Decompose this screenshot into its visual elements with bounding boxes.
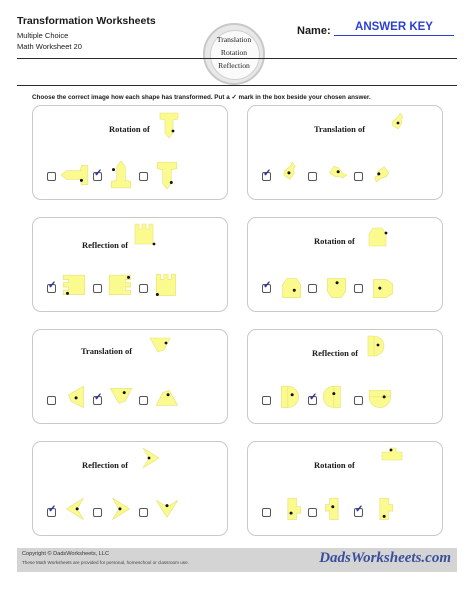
answer-option-shape-2-reference-dot bbox=[112, 168, 115, 171]
original-shape-fill bbox=[160, 113, 178, 138]
answer-checkbox-3[interactable] bbox=[354, 172, 363, 181]
copyright: Copyright © DadsWorksheets, LLC bbox=[22, 551, 110, 557]
answer-option-shape-2-reference-dot bbox=[332, 392, 335, 395]
original-shape bbox=[155, 111, 183, 139]
answer-option-shape-1-reference-dot bbox=[75, 396, 78, 399]
answer-option-shape-2 bbox=[321, 160, 351, 190]
answer-option-shape-3-fill bbox=[156, 500, 177, 517]
problem-panel bbox=[247, 217, 443, 312]
answer-key-field: ANSWER KEY bbox=[334, 21, 454, 36]
original-shape-reference-dot bbox=[390, 449, 393, 452]
problem-panel bbox=[32, 441, 228, 536]
answer-checkbox-1[interactable] bbox=[262, 396, 271, 405]
answer-option-shape-3-reference-dot bbox=[167, 393, 170, 396]
answer-option-shape-3-reference-dot bbox=[378, 287, 381, 290]
answer-option-shape-2-reference-dot bbox=[127, 276, 130, 279]
original-shape-reference-dot bbox=[397, 122, 400, 125]
answer-option-shape-1-reference-dot bbox=[80, 179, 83, 182]
original-shape-reference-dot bbox=[165, 342, 168, 345]
answer-option-shape-3 bbox=[152, 496, 182, 526]
answer-option-shape-2 bbox=[106, 384, 136, 414]
answer-option-shape-1-fill bbox=[63, 275, 84, 294]
answer-option-shape-1 bbox=[275, 160, 305, 190]
answer-option-shape-1 bbox=[60, 384, 90, 414]
answer-checkbox-2[interactable] bbox=[308, 508, 317, 517]
answer-option-shape-1-reference-dot bbox=[76, 507, 79, 510]
answer-option-shape-1 bbox=[60, 496, 90, 526]
problem-label: Translation of bbox=[81, 346, 133, 356]
answer-option-shape-3 bbox=[367, 496, 397, 526]
answer-option-shape-1-reference-dot bbox=[290, 512, 293, 515]
answer-option-shape-3-fill bbox=[156, 274, 175, 295]
original-shape-fill bbox=[150, 338, 170, 352]
answer-option-shape-2 bbox=[106, 160, 136, 190]
answer-option-shape-2-reference-dot bbox=[331, 505, 334, 508]
problem-panel bbox=[32, 217, 228, 312]
problem-label: Translation of bbox=[314, 124, 366, 134]
answer-option-shape-2-fill bbox=[111, 161, 130, 188]
original-shape-fill bbox=[392, 113, 403, 129]
answer-checkbox-2[interactable] bbox=[93, 508, 102, 517]
original-shape bbox=[378, 446, 406, 474]
footer bbox=[17, 548, 457, 572]
header-rule-bottom bbox=[17, 85, 457, 86]
answer-option-shape-3-reference-dot bbox=[170, 181, 173, 184]
answer-checkbox-1[interactable] bbox=[47, 280, 57, 293]
answer-checkbox-1[interactable] bbox=[47, 172, 56, 181]
answer-option-shape-2-fill bbox=[110, 388, 131, 403]
answer-option-shape-1-reference-dot bbox=[291, 393, 294, 396]
answer-option-shape-2-fill bbox=[325, 498, 338, 519]
answer-checkbox-1[interactable] bbox=[262, 280, 272, 293]
answer-option-shape-3-fill bbox=[380, 498, 393, 519]
name-label: Name: bbox=[297, 25, 331, 37]
check-mark-icon: ✓ bbox=[263, 168, 272, 179]
answer-checkbox-3[interactable] bbox=[139, 284, 148, 293]
answer-checkbox-3[interactable] bbox=[139, 508, 148, 517]
answer-option-shape-2-reference-dot bbox=[118, 507, 121, 510]
answer-option-shape-3-reference-dot bbox=[383, 395, 386, 398]
worksheet-title: Transformation Worksheets bbox=[17, 15, 156, 27]
original-shape bbox=[362, 334, 390, 362]
answer-option-shape-2 bbox=[321, 384, 351, 414]
header-rule-top bbox=[17, 58, 457, 59]
problem-panel bbox=[247, 329, 443, 424]
answer-option-shape-1 bbox=[275, 384, 305, 414]
answer-option-shape-3-reference-dot bbox=[377, 172, 380, 175]
answer-option-shape-2 bbox=[106, 496, 136, 526]
check-mark-icon: ✓ bbox=[48, 504, 57, 515]
answer-option-shape-3 bbox=[367, 272, 397, 302]
answer-option-shape-2-reference-dot bbox=[123, 391, 126, 394]
original-shape bbox=[146, 334, 174, 362]
answer-checkbox-3[interactable] bbox=[354, 504, 364, 517]
original-shape-fill bbox=[135, 224, 153, 244]
answer-option-shape-1-reference-dot bbox=[66, 292, 69, 295]
problem-panel bbox=[247, 441, 443, 536]
original-shape-reference-dot bbox=[377, 344, 380, 347]
answer-checkbox-3[interactable] bbox=[139, 172, 148, 181]
original-shape-reference-dot bbox=[153, 243, 156, 246]
answer-option-shape-1-fill bbox=[288, 498, 301, 519]
answer-option-shape-3 bbox=[152, 160, 182, 190]
problem-panel bbox=[32, 105, 228, 200]
answer-option-shape-1-fill bbox=[66, 498, 83, 519]
answer-option-shape-1 bbox=[60, 160, 90, 190]
answer-option-shape-3-reference-dot bbox=[166, 504, 169, 507]
answer-option-shape-2-reference-dot bbox=[337, 170, 340, 173]
original-shape-reference-dot bbox=[172, 130, 175, 133]
answer-checkbox-2[interactable] bbox=[308, 392, 318, 405]
answer-option-shape-1 bbox=[60, 272, 90, 302]
answer-option-shape-3 bbox=[152, 384, 182, 414]
answer-checkbox-3[interactable] bbox=[354, 284, 363, 293]
badge-line-reflection: Reflection bbox=[218, 61, 250, 70]
answer-option-shape-2-reference-dot bbox=[336, 281, 339, 284]
original-shape bbox=[131, 222, 159, 250]
answer-checkbox-3[interactable] bbox=[354, 396, 363, 405]
problem-panel bbox=[32, 329, 228, 424]
answer-option-shape-1 bbox=[275, 272, 305, 302]
badge-line-rotation: Rotation bbox=[220, 48, 248, 57]
answer-option-shape-1-fill bbox=[283, 278, 301, 297]
answer-checkbox-1[interactable] bbox=[262, 508, 271, 517]
answer-checkbox-2[interactable] bbox=[93, 284, 102, 293]
original-shape-fill bbox=[143, 448, 159, 468]
answer-checkbox-3[interactable] bbox=[139, 396, 148, 405]
answer-checkbox-2[interactable] bbox=[93, 168, 103, 181]
answer-option-shape-3-fill bbox=[156, 390, 177, 405]
answer-option-shape-2 bbox=[321, 272, 351, 302]
original-shape bbox=[137, 446, 165, 474]
answer-option-shape-2 bbox=[321, 496, 351, 526]
answer-option-shape-3-fill bbox=[369, 390, 390, 407]
answer-option-shape-3-fill bbox=[157, 162, 176, 189]
answer-checkbox-2[interactable] bbox=[308, 284, 317, 293]
problem-label: Reflection of bbox=[82, 460, 129, 470]
check-mark-icon: ✓ bbox=[48, 280, 57, 291]
answer-option-shape-3 bbox=[367, 160, 397, 190]
answer-option-shape-3-reference-dot bbox=[156, 293, 159, 296]
original-shape-reference-dot bbox=[385, 232, 388, 235]
answer-option-shape-3 bbox=[367, 384, 397, 414]
topic-badge bbox=[203, 23, 265, 85]
site-logo: DadsWorksheets.com bbox=[319, 550, 451, 566]
problem-label: Reflection of bbox=[82, 240, 129, 250]
problem-panel bbox=[247, 105, 443, 200]
worksheet-subtitle: Multiple Choice bbox=[17, 31, 69, 40]
answer-option-shape-2 bbox=[106, 272, 136, 302]
problem-label: Rotation of bbox=[109, 124, 150, 134]
answer-option-shape-3 bbox=[152, 272, 182, 302]
answer-checkbox-1[interactable] bbox=[262, 168, 272, 181]
answer-checkbox-1[interactable] bbox=[47, 504, 57, 517]
original-shape-fill bbox=[369, 228, 386, 246]
check-mark-icon: ✓ bbox=[355, 504, 364, 515]
check-mark-icon: ✓ bbox=[94, 392, 103, 403]
original-shape-reference-dot bbox=[148, 457, 151, 460]
problem-label: Rotation of bbox=[314, 236, 355, 246]
answer-option-shape-1-fill bbox=[284, 162, 296, 179]
badge-line-translation: Translation bbox=[216, 35, 252, 44]
check-mark-icon: ✓ bbox=[94, 168, 103, 179]
problem-label: Rotation of bbox=[314, 460, 355, 470]
answer-checkbox-1[interactable] bbox=[47, 396, 56, 405]
instructions: Choose the correct image how each shape has transformed. Put a ✓ mark in the box beside your chosen answer. bbox=[32, 94, 371, 101]
worksheet-number: Math Worksheet 20 bbox=[17, 42, 82, 51]
answer-option-shape-3-fill bbox=[373, 165, 390, 185]
check-mark-icon: ✓ bbox=[263, 280, 272, 291]
usage-note: These Math Worksheets are provided for personal, homeschool or classroom use. bbox=[22, 560, 189, 565]
answer-option-shape-3-fill bbox=[373, 280, 392, 298]
answer-option-shape-2-fill bbox=[323, 386, 340, 407]
original-shape-fill bbox=[368, 336, 384, 356]
answer-option-shape-1-fill bbox=[61, 165, 88, 184]
check-mark-icon: ✓ bbox=[309, 392, 318, 403]
problem-label: Reflection of bbox=[312, 348, 359, 358]
answer-option-shape-3-reference-dot bbox=[383, 515, 386, 518]
answer-option-shape-1-reference-dot bbox=[293, 289, 296, 292]
answer-option-shape-1-fill bbox=[281, 386, 298, 407]
original-shape bbox=[384, 111, 412, 139]
answer-checkbox-2[interactable] bbox=[308, 172, 317, 181]
answer-option-shape-1-reference-dot bbox=[287, 171, 290, 174]
answer-checkbox-2[interactable] bbox=[93, 392, 103, 405]
answer-option-shape-1 bbox=[275, 496, 305, 526]
original-shape bbox=[362, 222, 390, 250]
